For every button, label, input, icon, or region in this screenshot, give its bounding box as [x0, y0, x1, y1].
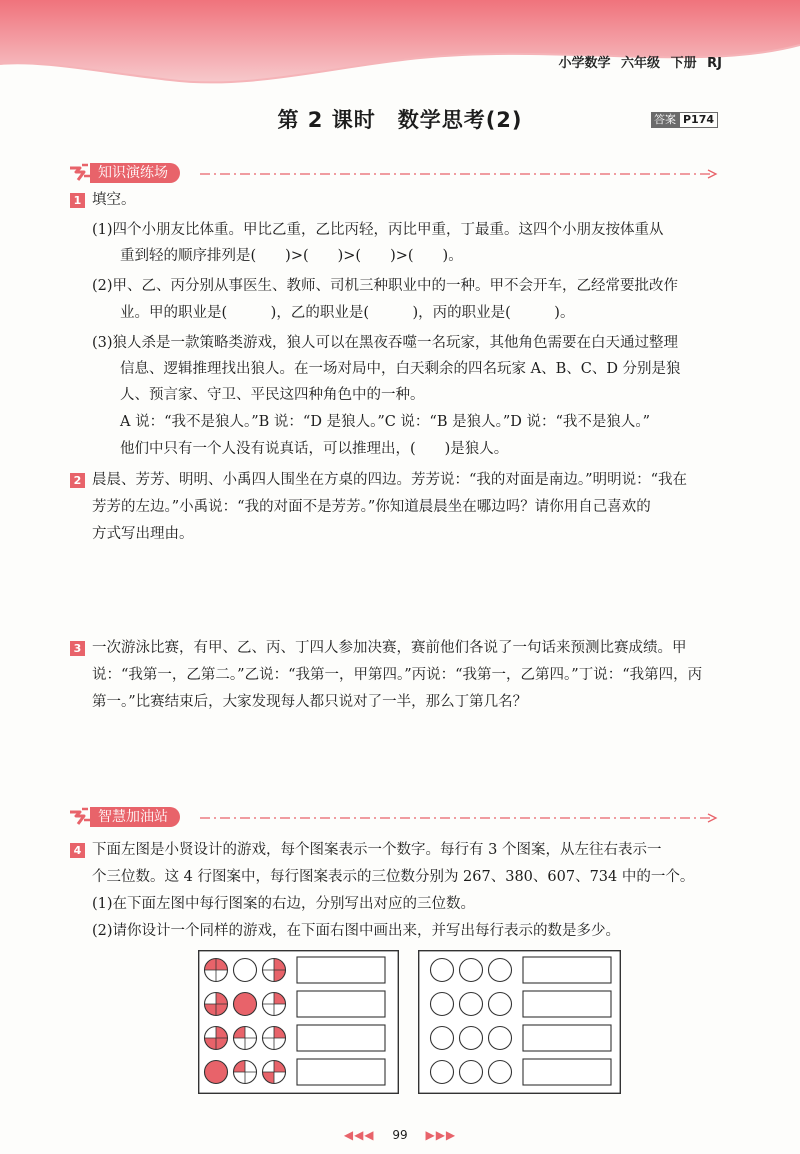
edition-label: RJ [707, 56, 722, 71]
page-title: 第 2 课时 数学思考(2) [277, 108, 523, 132]
question-1-title: 填空。 [92, 192, 136, 208]
q2-line2: 芳芳的左边。”小禹说：“我的对面不是芳芳。”你知道晨晨坐在哪边吗？请你用自己喜欢的 [92, 499, 651, 515]
pattern-circle [205, 959, 228, 982]
section-title-practice: 知识演练场 [90, 163, 180, 183]
q1-part1-line1: (1)四个小朋友比体重。甲比乙重，乙比丙轻，丙比甲重，丁最重。这四个小朋友按体重从 [92, 222, 664, 238]
q4-sub2: (2)请你设计一个同样的游戏，在下面右图中画出来，并写出每行表示的数是多少。 [92, 923, 621, 939]
pattern-circle [263, 1027, 286, 1050]
pattern-circle [234, 993, 257, 1016]
question-number-4: 4 [70, 843, 85, 858]
page-footer [0, 1128, 800, 1142]
page-number: 99 [392, 1128, 408, 1142]
pattern-circle [234, 1061, 257, 1084]
section-banner-practice [68, 162, 180, 184]
q1-part3-line2: 信息、逻辑推理找出狼人。在一场对局中，白天剩余的四名玩家 A、B、C、D 分别是狼 [120, 361, 681, 377]
pattern-circle [263, 1061, 286, 1084]
q1-part1-line2: 重到轻的顺序排列是( )>( )>( )>( )。 [120, 248, 463, 264]
pattern-circle [263, 993, 286, 1016]
section-banner-challenge [68, 806, 180, 828]
section-title-challenge: 智慧加油站 [90, 807, 180, 827]
q2-line1: 晨晨、芳芳、明明、小禹四人围坐在方桌的四边。芳芳说：“我的对面是南边。”明明说：“我在 [92, 472, 687, 488]
q2-line3: 方式写出理由。 [92, 526, 194, 542]
answer-reference [651, 112, 718, 128]
q1-part3-line4: A 说：“我不是狼人。”B 说：“D 是狼人。”C 说：“B 是狼人。”D 说：“我不是狼人。” [120, 414, 651, 430]
pattern-circle [263, 959, 286, 982]
q1-part3-line1: (3)狼人杀是一款策略类游戏，狼人可以在黑夜吞噬一名玩家，其他角色需要在白天通过整理 [92, 335, 679, 351]
q4-line1: 下面左图是小贤设计的游戏，每个图案表示一个数字。每行有 3 个图案，从左往右表示一 [92, 842, 662, 858]
pattern-game-left [198, 950, 399, 1094]
q4-line2: 个三位数。这 4 行图案中，每行图案表示的三位数分别为 267、380、607、734 中的一个。 [92, 869, 695, 885]
q1-part3-line3: 人、预言家、守卫、平民这四种角色中的一种。 [120, 387, 425, 403]
section-divider [200, 812, 720, 824]
next-arrows-icon: ▶▶▶ [425, 1128, 457, 1142]
q3-line3: 第一。”比赛结束后，大家发现每人都只说对了一半，那么丁第几名？ [92, 694, 528, 710]
question-number-2: 2 [70, 473, 85, 488]
header-band [0, 0, 800, 90]
q3-line2: 说：“我第一，乙第二。”乙说：“我第一，甲第四。”丙说：“我第一，乙第四。”丁说：“我第四，丙 [92, 667, 703, 683]
q1-part2-line1: (2)甲、乙、丙分别从事医生、教师、司机三种职业中的一种。甲不会开车，乙经常要批改作 [92, 278, 679, 294]
q1-part2-line2: 业。甲的职业是( )，乙的职业是( )，丙的职业是( )。 [120, 305, 575, 321]
pattern-game-right [418, 950, 621, 1094]
question-number-3: 3 [70, 641, 85, 656]
header-meta [559, 52, 723, 71]
subject-label: 小学数学 [558, 56, 611, 71]
grade-label: 六年级 [621, 56, 661, 71]
pattern-circle [205, 993, 228, 1016]
question-number-1: 1 [70, 193, 85, 208]
prev-arrows-icon: ◀◀◀ [343, 1128, 375, 1142]
pattern-circle [205, 1061, 228, 1084]
volume-label: 下册 [670, 56, 697, 71]
answer-label: 答案 [651, 112, 679, 128]
q4-sub1: (1)在下面左图中每行图案的右边，分别写出对应的三位数。 [92, 896, 476, 912]
answer-page: P174 [679, 112, 718, 128]
q1-part3-line5: 他们中只有一个人没有说真话，可以推理出，( )是狼人。 [120, 441, 509, 457]
q3-line1: 一次游泳比赛，有甲、乙、丙、丁四人参加决赛，赛前他们各说了一句话来预测比赛成绩。甲 [92, 640, 687, 656]
pattern-circle [205, 1027, 228, 1050]
pattern-circle [234, 1027, 257, 1050]
section-divider [200, 168, 720, 180]
